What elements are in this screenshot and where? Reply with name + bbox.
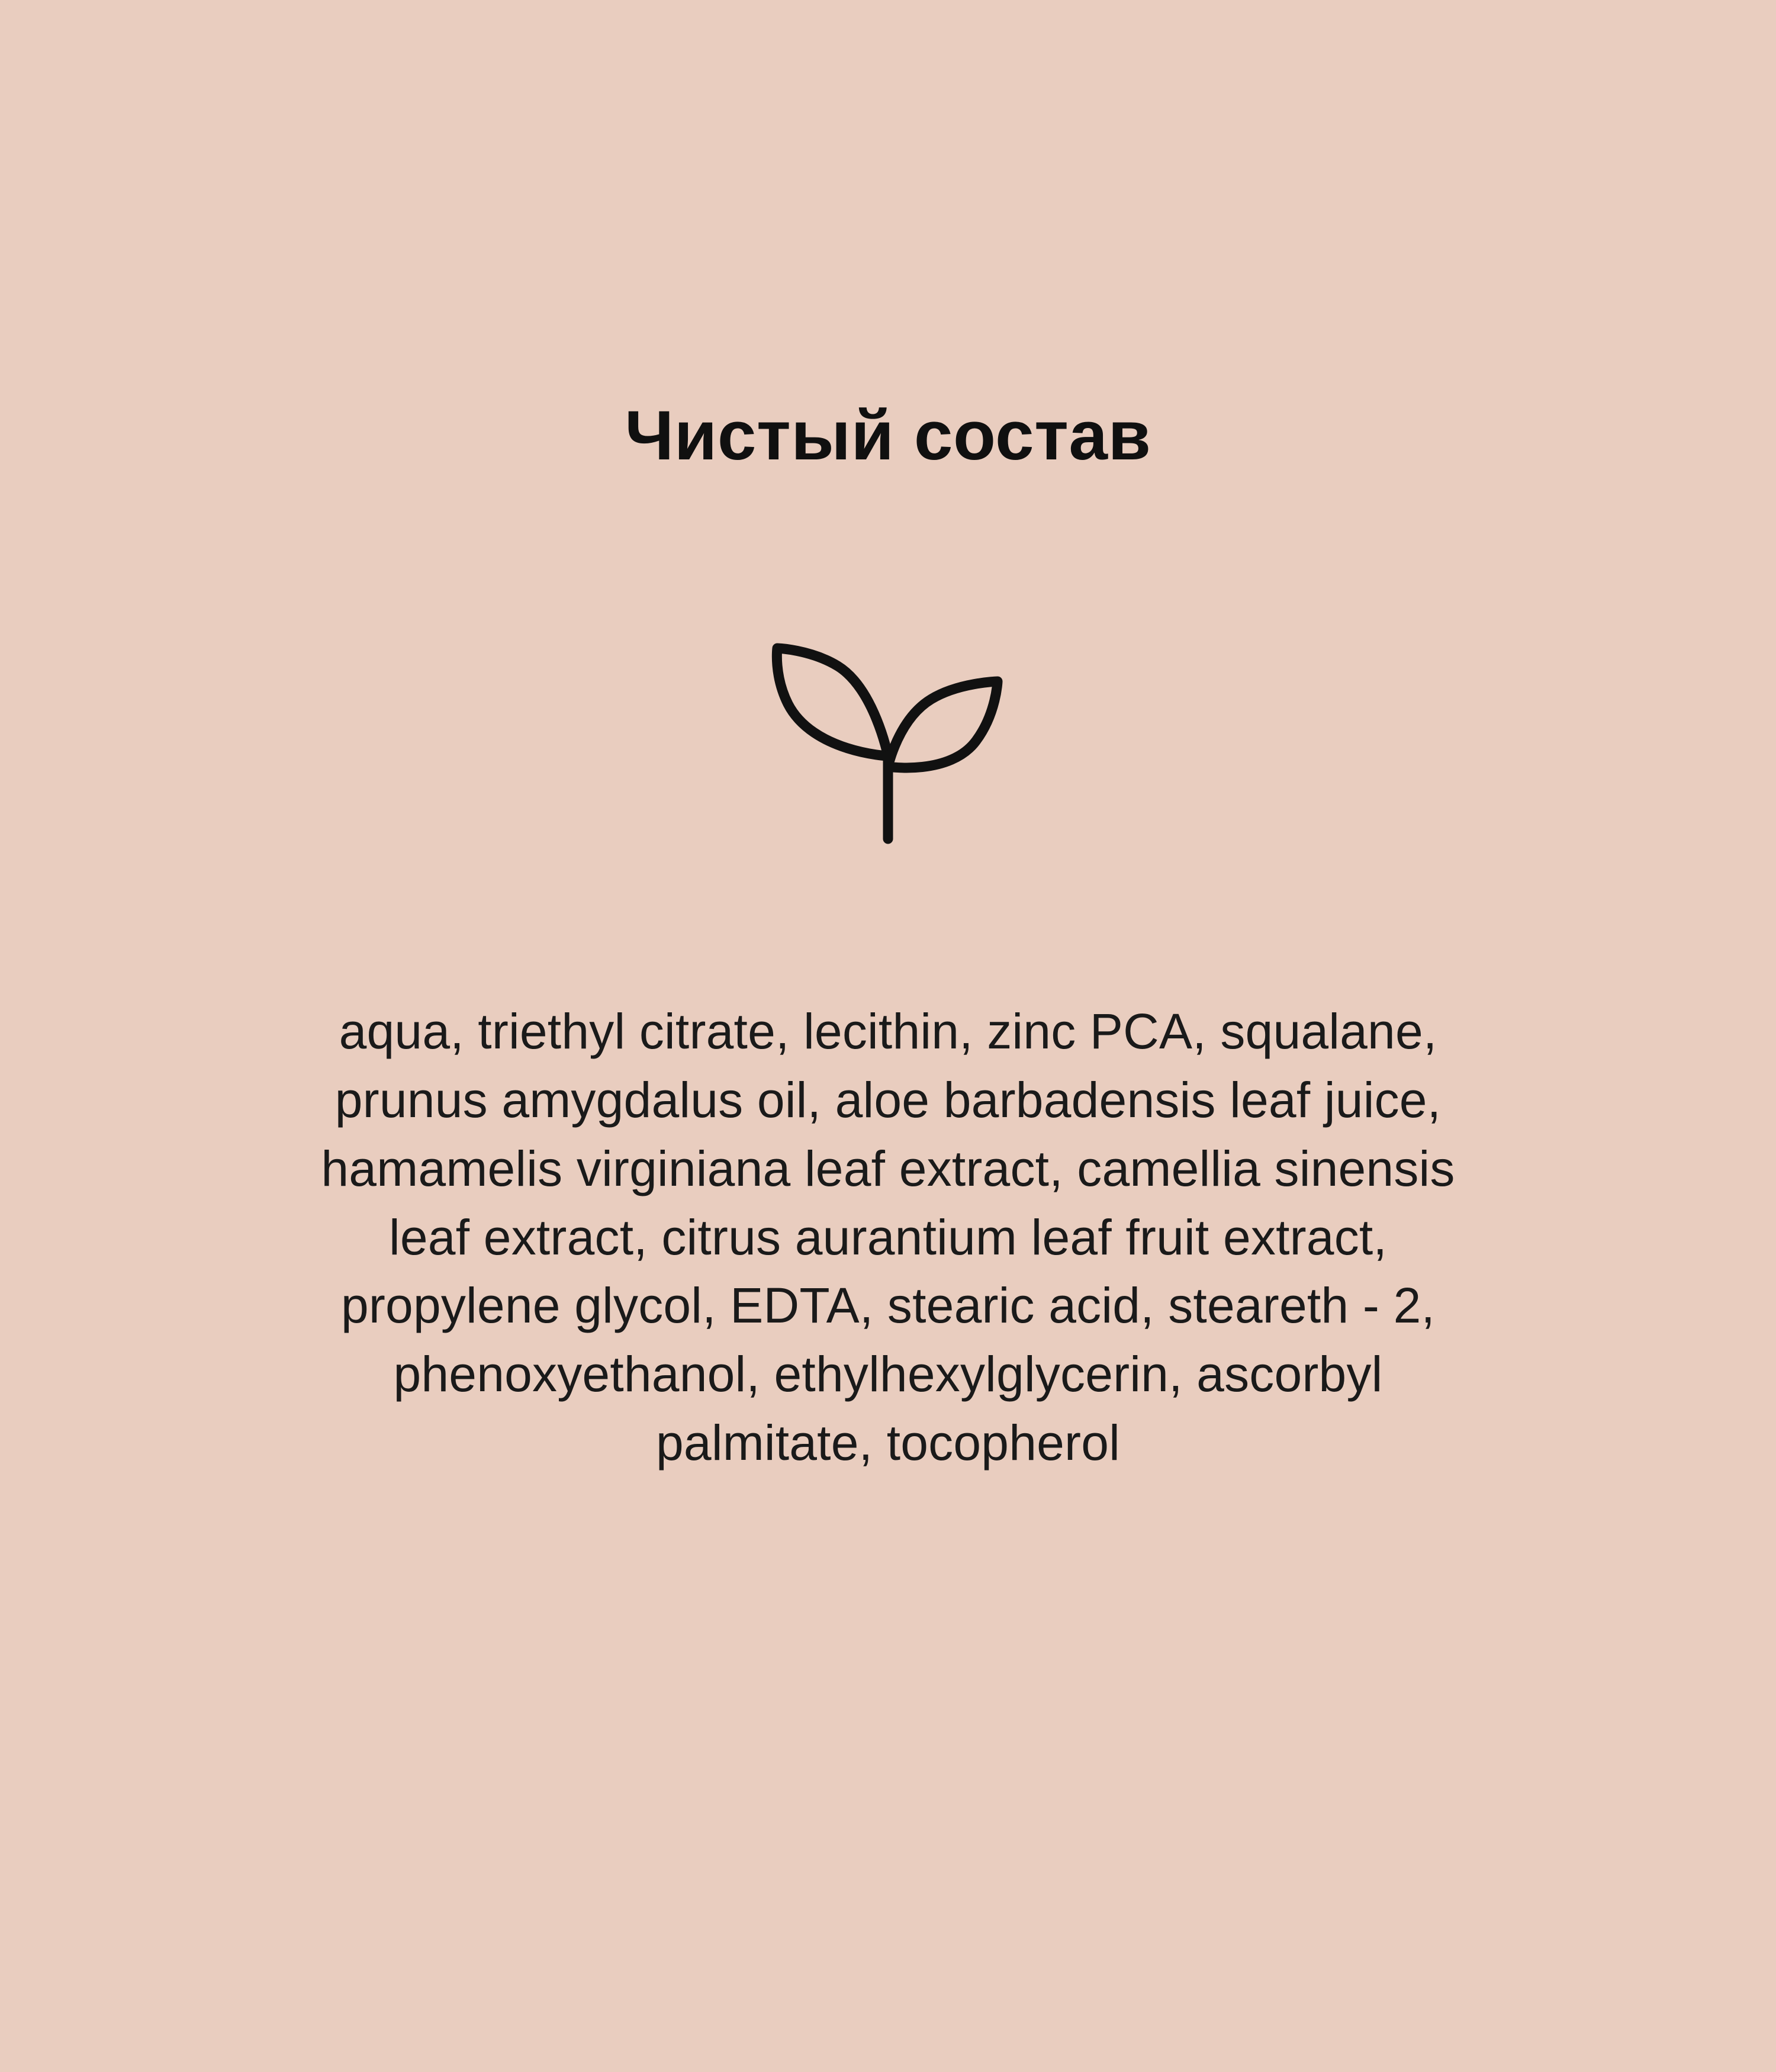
ingredients-text: aqua, triethyl citrate, lecithin, zinc PCA, squalane, prunus amygdalus oil, aloe barbadensis leaf juice, hamamelis virginiana leaf extract, camellia sinensis leaf extract, citrus aurantium leaf fruit extract, propylene glycol, EDTA, stearic acid, steareth - 2, phenoxyethanol, ethylhexylglycerin, ascorbyl palmitate, tocopherol (321, 1003, 1455, 1471)
page-title: Чистый состав (625, 397, 1151, 475)
sprout-leaf-icon (749, 630, 1027, 855)
